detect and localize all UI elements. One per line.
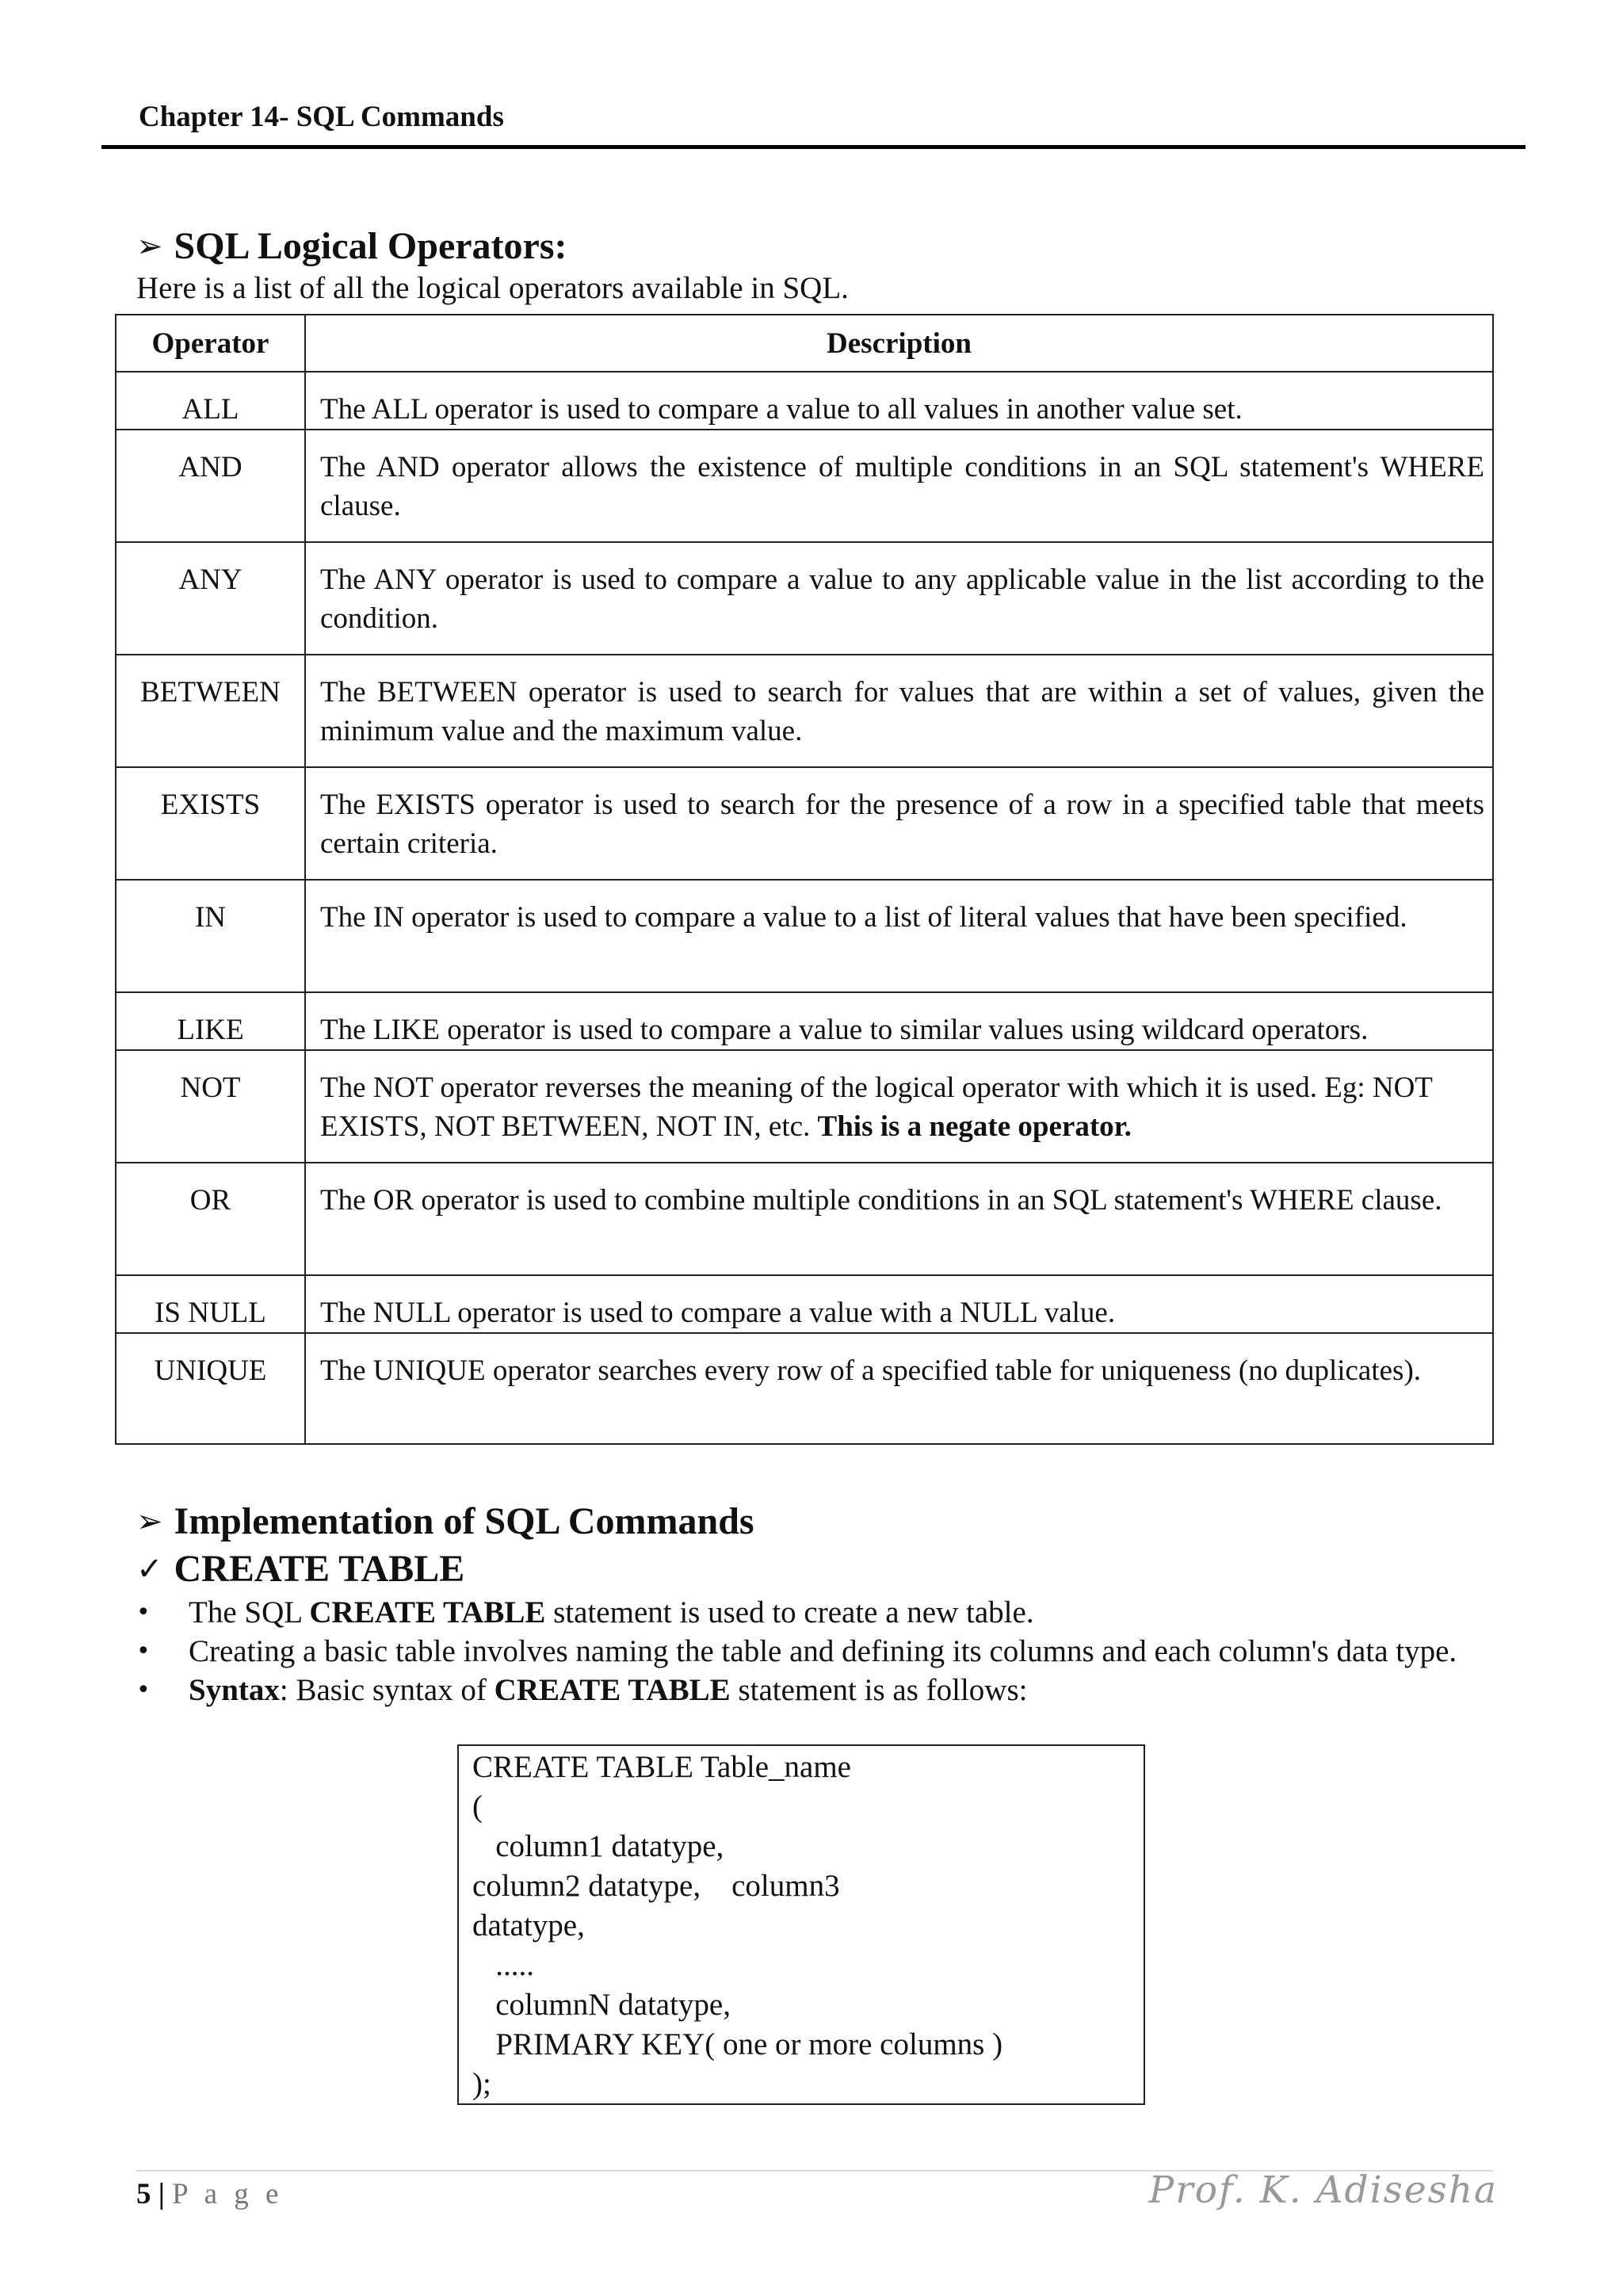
operator-cell: LIKE [116, 992, 305, 1050]
text-run: The SQL [189, 1595, 310, 1629]
code-line: datatype, [472, 1908, 585, 1943]
list-item-text [189, 1671, 1495, 1710]
footer-author: Prof. K. Adisesha [1148, 2168, 1498, 2212]
table-row [116, 542, 1493, 655]
header-divider [101, 145, 1526, 149]
keyword: CREATE TABLE [309, 1595, 546, 1629]
list-item-text: Creating a basic table involves naming the table and defining its columns and each column's data type. [189, 1634, 1457, 1668]
chapter-header: Chapter 14- SQL Commands [139, 101, 504, 133]
arrow-right-bullet-icon: ➢ [136, 1503, 163, 1540]
page-label: P a g e [172, 2178, 284, 2210]
code-line: columnN datatype, [472, 1988, 731, 2022]
description-cell: The NULL operator is used to compare a value with a NULL value. [305, 1275, 1493, 1333]
page-separator: | [151, 2178, 173, 2210]
description-cell: The EXISTS operator is used to search for the presence of a row in a specified table that meets certain criteria. [305, 767, 1493, 880]
bullet-icon: • [136, 1676, 151, 1704]
description-cell: The UNIQUE operator searches every row of a specified table for uniqueness (no duplicates). [305, 1333, 1493, 1444]
section-heading-implementation [136, 1499, 754, 1543]
bullet-icon: • [136, 1637, 151, 1665]
table-row [116, 1333, 1493, 1444]
description-emphasis: This is a negate operator. [817, 1110, 1132, 1143]
description-cell: The BETWEEN operator is used to search for values that are within a set of values, given the minimum value and the maximum value. [305, 655, 1493, 767]
description-text: The NOT operator reverses the meaning of the logical operator with which it is used. Eg: NOT EXISTS, NOT BETWEEN, NOT IN, etc. [320, 1072, 1433, 1143]
table-row [116, 655, 1493, 767]
section-intro: Here is a list of all the logical operators available in SQL. [136, 271, 849, 305]
operator-cell: AND [116, 430, 305, 542]
section-heading-logical-operators [136, 224, 567, 268]
code-line: column1 datatype, [472, 1829, 724, 1863]
code-line: PRIMARY KEY( one or more columns ) [472, 2027, 1003, 2061]
page-number [136, 2177, 283, 2211]
keyword: CREATE TABLE [494, 1673, 731, 1707]
section-title: CREATE TABLE [174, 1548, 465, 1590]
syntax-code-box [457, 1744, 1145, 2105]
operator-cell: ALL [116, 372, 305, 430]
table-row [116, 880, 1493, 992]
checkmark-icon: ✓ [136, 1550, 163, 1587]
logical-operators-table [115, 314, 1494, 1445]
section-heading-create-table [136, 1547, 464, 1591]
text-run: : Basic syntax of [279, 1673, 495, 1707]
section-title: SQL Logical Operators: [174, 225, 567, 267]
description-cell: The ALL operator is used to compare a value to all values in another value set. [305, 372, 1493, 430]
operator-cell: BETWEEN [116, 655, 305, 767]
operator-cell: NOT [116, 1050, 305, 1163]
text-run: statement is used to create a new table. [545, 1595, 1034, 1629]
table-row [116, 767, 1493, 880]
description-cell: The AND operator allows the existence of multiple conditions in an SQL statement's WHERE clause. [305, 430, 1493, 542]
code-line: column2 datatype, column3 [472, 1869, 840, 1903]
code-line: ( [472, 1790, 483, 1824]
table-row [116, 372, 1493, 430]
column-header-description: Description [305, 315, 1493, 372]
operator-cell: ANY [116, 542, 305, 655]
description-cell [305, 1050, 1493, 1163]
list-item-text [189, 1593, 1495, 1632]
operator-cell: OR [116, 1163, 305, 1275]
table-row [116, 430, 1493, 542]
table-header-row [116, 315, 1493, 372]
page-number-value: 5 [136, 2178, 151, 2210]
syntax-label: Syntax [189, 1673, 280, 1707]
table-row [116, 1275, 1493, 1333]
description-cell: The LIKE operator is used to compare a value to similar values using wildcard operators. [305, 992, 1493, 1050]
bullet-list [136, 1593, 1495, 1710]
list-item [136, 1632, 1495, 1671]
column-header-operator: Operator [116, 315, 305, 372]
arrow-right-bullet-icon: ➢ [136, 227, 163, 265]
list-item [136, 1593, 1495, 1632]
description-cell: The IN operator is used to compare a value to a list of literal values that have been specified. [305, 880, 1493, 992]
operator-cell: UNIQUE [116, 1333, 305, 1444]
description-cell: The ANY operator is used to compare a value to any applicable value in the list according to the condition. [305, 542, 1493, 655]
operator-cell: IS NULL [116, 1275, 305, 1333]
table-row [116, 1163, 1493, 1275]
operator-cell: EXISTS [116, 767, 305, 880]
table-row [116, 1050, 1493, 1163]
table-row [116, 992, 1493, 1050]
bullet-icon: • [136, 1599, 151, 1626]
code-line: ..... [472, 1948, 534, 1982]
description-cell: The OR operator is used to combine multiple conditions in an SQL statement's WHERE clause. [305, 1163, 1493, 1275]
code-line: CREATE TABLE Table_name [472, 1750, 851, 1784]
section-title: Implementation of SQL Commands [174, 1500, 754, 1542]
operator-cell: IN [116, 880, 305, 992]
text-run: statement is as follows: [730, 1673, 1028, 1707]
code-line: ); [472, 2067, 491, 2101]
list-item [136, 1671, 1495, 1710]
